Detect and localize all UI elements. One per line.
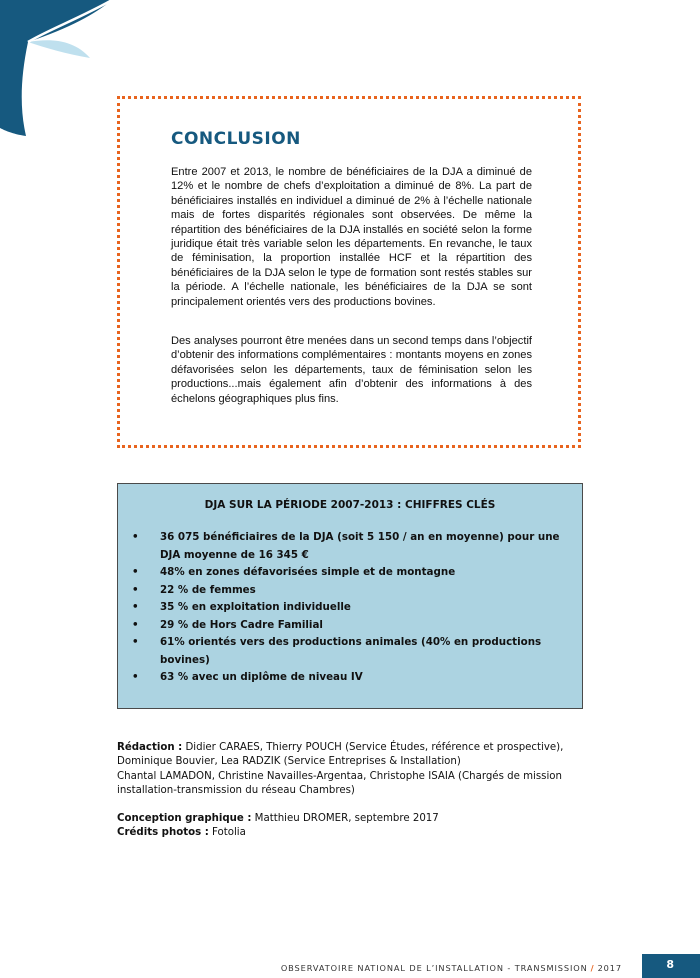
footer-separator: / (590, 963, 595, 973)
corner-decoration (0, 0, 115, 140)
photos-label: Crédits photos : (117, 827, 209, 839)
key-figure-item: • 29 % de Hors Cadre Familial (132, 617, 572, 635)
footer-publication: OBSERVATOIRE NATIONAL DE L’INSTALLATION - TRANSMISSION / 2017 (280, 963, 622, 973)
key-figures-box (117, 483, 583, 709)
bullet-icon: • (132, 583, 139, 596)
conclusion-box (117, 96, 581, 448)
bullet-icon: • (132, 531, 139, 543)
key-figure-item: • 36 075 bénéficiaires de la DJA (soit 5 150 / an en moyenne) pour une DJA moyenne de 16 345 € (132, 531, 560, 561)
bullet-icon: • (132, 636, 139, 648)
design-line: Conception graphique : Matthieu DROMER, septembre 2017 (117, 813, 439, 825)
key-figure-item: • 63 % avec un diplôme de niveau IV (132, 669, 572, 687)
key-figure-item: • 35 % en exploitation individuelle (132, 599, 572, 617)
bullet-icon: • (132, 618, 139, 631)
key-figure-item: • 48% en zones défavorisées simple et de montagne (132, 564, 572, 582)
photos-line: Crédits photos : Fotolia (117, 827, 246, 839)
page-number-box (642, 954, 700, 978)
key-figure-item: • 22 % de femmes (132, 582, 572, 600)
redaction-line: Rédaction : Didier CARAES, Thierry POUCH (Service Études, référence et prospective), (117, 742, 564, 753)
bullet-icon: • (132, 671, 139, 683)
conclusion-title: CONCLUSION (171, 129, 301, 149)
bullet-icon: • (132, 566, 139, 578)
key-figures-list (132, 529, 572, 687)
credits-block (117, 741, 597, 841)
design-label: Conception graphique : (117, 813, 252, 825)
redaction-line: Dominique Bouvier, Lea RADZIK (Service Entreprises & Installation) (117, 756, 461, 768)
key-figure-item: • 61% orientés vers des productions animales (40% en productions bovines) (132, 636, 542, 666)
conclusion-paragraph-1: Entre 2007 et 2013, le nombre de bénéficiaires de la DJA a diminué de 12% et le nombre de chefs d’exploitation a diminué de 8%. La part de bénéficiaires installés en individuel a diminué de 2% à l’échelle nationale mais de fortes disparités régionales sont observées. De même la répartition des bénéficiaires de la DJA installés en société selon la forme juridique était très variable selon les départements. En revanche, le taux de féminisation, la proportion installée HCF et la répartition des bénéficiaires de la DJA selon le type de formation sont restés stables sur la période. A l’échelle nationale, les bénéficiaires de la DJA se sont principalement orientés vers des productions bovines. (171, 166, 532, 308)
key-figures-title: DJA SUR LA PÉRIODE 2007-2013 : CHIFFRES CLÉS (204, 499, 496, 511)
redaction-line: Chantal LAMADON, Christine Navailles-Argentaa, Christophe ISAIA (Chargés de mission installation-transmission du réseau Chambres) (117, 770, 562, 796)
footer-year: 2017 (597, 963, 622, 973)
page-number: 8 (666, 958, 674, 971)
redaction-label: Rédaction : (117, 742, 183, 753)
conclusion-paragraph-2: Des analyses pourront être menées dans un second temps dans l’objectif d’obtenir des informations complémentaires : montants moyens en zones défavorisées selon les départements, taux de féminisation selon les productions...mais également afin d’obtenir des informations à des échelons géographiques plus fins. (171, 335, 532, 405)
bullet-icon: • (132, 601, 139, 613)
